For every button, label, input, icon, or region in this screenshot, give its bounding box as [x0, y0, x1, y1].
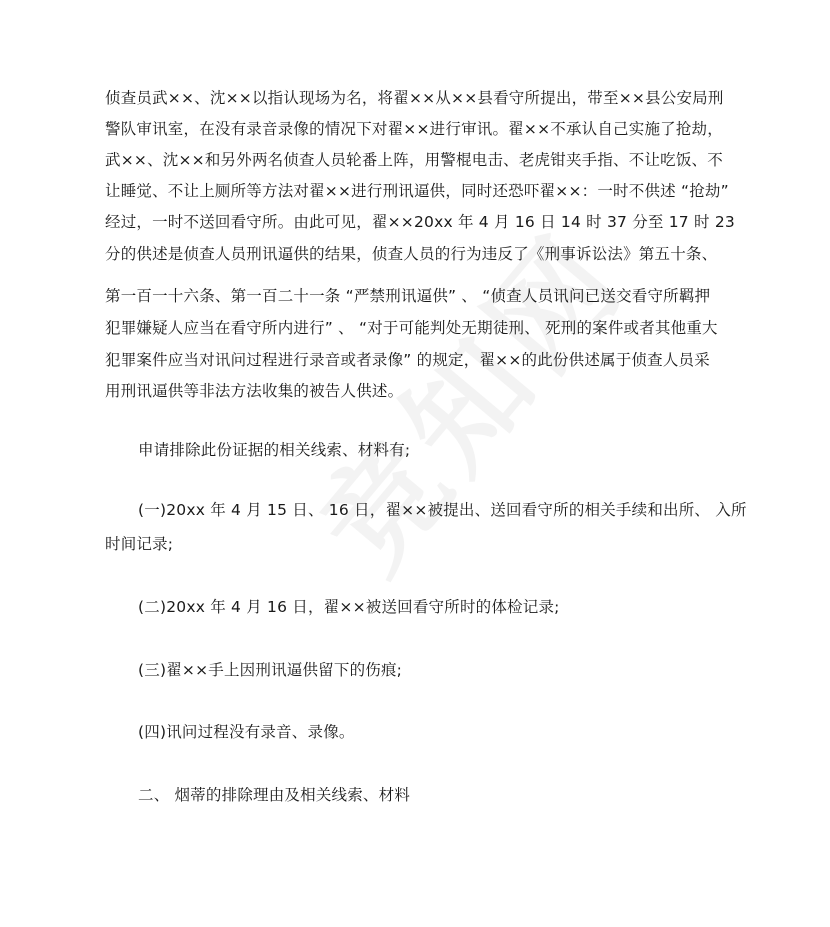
list-intro: 申请排除此份证据的相关线索、材料有; [138, 441, 411, 459]
list-item: (三)翟××手上因刑讯逼供留下的伤痕; [138, 661, 403, 679]
list-item-continuation: 时间记录; [105, 535, 174, 553]
paragraph-line: 第一百一十六条、第一百二十一条 “严禁刑讯逼供” 、 “侦查人员讯问已送交看守所羁押 [105, 287, 711, 305]
list-item: (一)20xx 年 4 月 15 日、 16 日，翟××被提出、送回看守所的相关手续和出所、 入所 [138, 501, 747, 519]
paragraph-line: 犯罪嫌疑人应当在看守所内进行” 、 “对于可能判处无期徒刑、 死刑的案件或者其他重大 [105, 319, 718, 337]
list-item: (二)20xx 年 4 月 16 日，翟××被送回看守所时的体检记录; [138, 598, 560, 616]
paragraph-line: 用刑讯逼供等非法方法收集的被告人供述。 [105, 382, 404, 400]
paragraph-line: 让睡觉、不让上厕所等方法对翟××进行刑讯逼供，同时还恐吓翟××：一时不供述 “抢劫” [105, 182, 729, 200]
paragraph-line: 经过，一时不送回看守所。由此可见，翟××20xx 年 4 月 16 日 14 时 37 分至 17 时 23 [105, 213, 735, 231]
paragraph-line: 武××、沈××和另外两名侦查人员轮番上阵，用警棍电击、老虎钳夹手指、不让吃饭、不 [105, 151, 723, 169]
paragraph-line: 犯罪案件应当对讯问过程进行录音或者录像” 的规定，翟××的此份供述属于侦查人员采 [105, 351, 710, 369]
section-heading: 二、 烟蒂的排除理由及相关线索、材料 [138, 786, 411, 804]
paragraph-line: 侦查员武××、沈××以指认现场为名，将翟××从××县看守所提出，带至××县公安局刑 [105, 89, 724, 107]
list-item: (四)讯问过程没有录音、录像。 [138, 723, 355, 741]
paragraph-line: 分的供述是侦查人员刑讯逼供的结果，侦查人员的行为违反了《刑事诉讼法》第五十条、 [105, 245, 718, 263]
paragraph-line: 警队审讯室，在没有录音录像的情况下对翟××进行审讯。翟××不承认自己实施了抢劫， [105, 120, 723, 138]
